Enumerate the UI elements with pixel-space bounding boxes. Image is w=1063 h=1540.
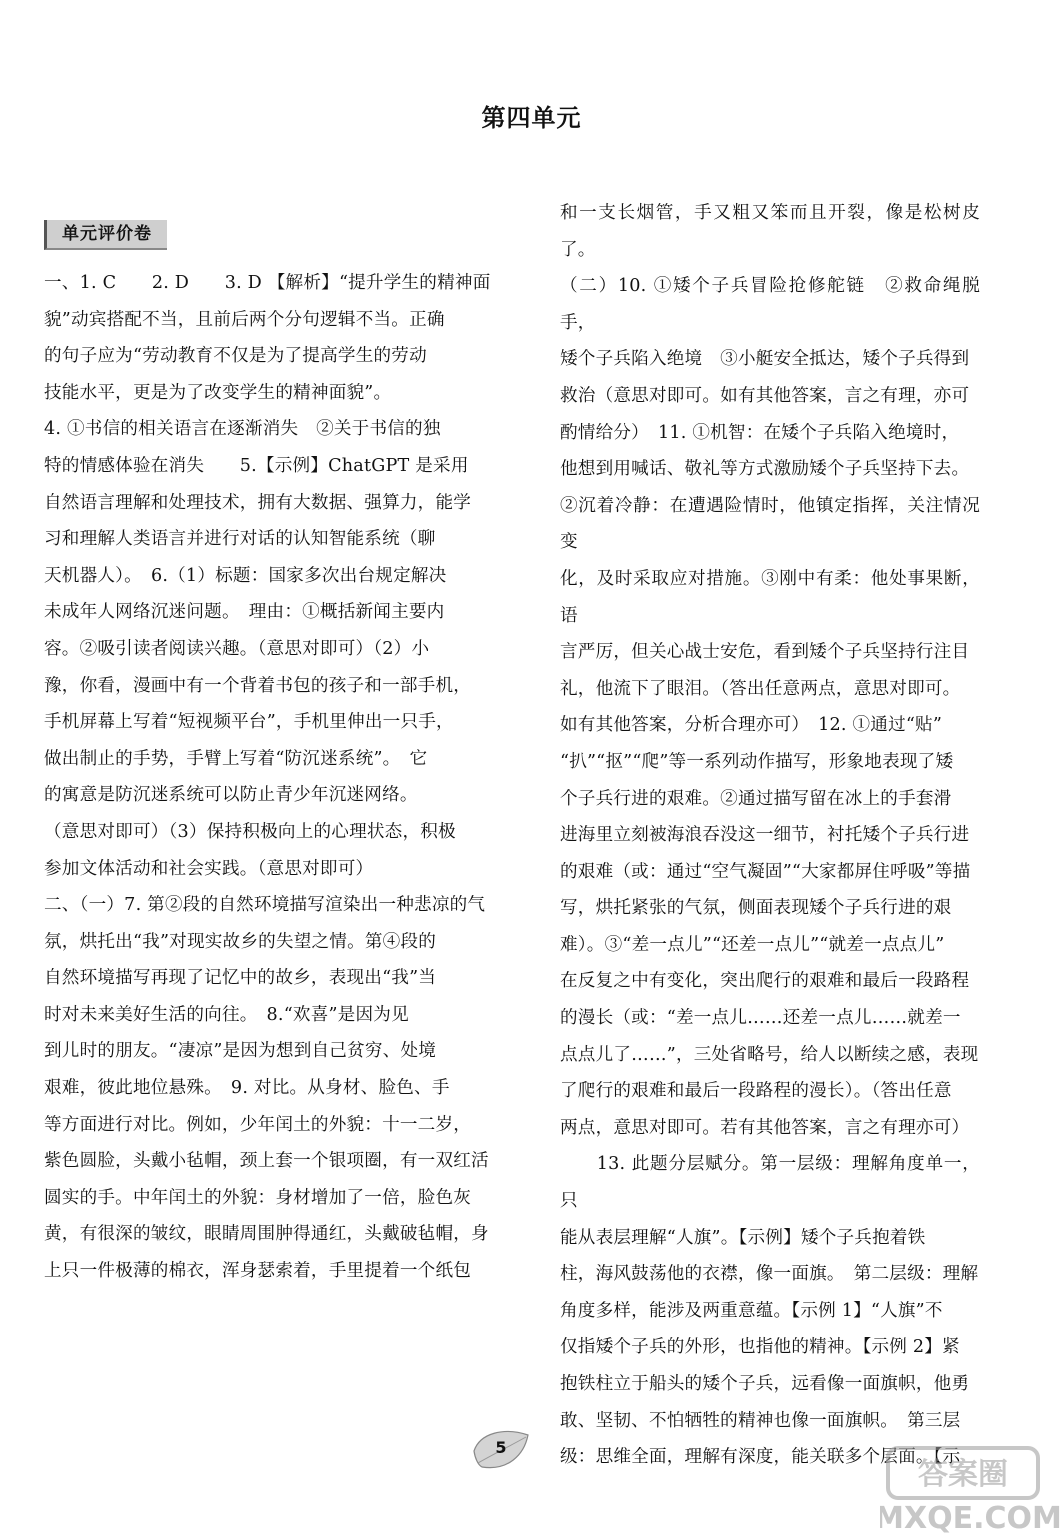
text-line: 等方面进行对比。例如，少年闰土的外貌：十一二岁， xyxy=(44,1114,472,1135)
text-line: 参加文体活动和社会实践。（意思对即可） xyxy=(44,858,374,879)
text-line: 紫色圆脸，头戴小毡帽，颈上套一个银项圈，有一双红活 xyxy=(44,1151,489,1172)
text-line: 敢、坚韧、不怕牺牲的精神也像一面旗帜。 第三层 xyxy=(560,1410,961,1431)
text-line: 自然语言理解和处理技术，拥有大数据、强算力，能学 xyxy=(44,492,472,513)
text-line: 在反复之中有变化，突出爬行的艰难和最后一段路程 xyxy=(560,971,970,992)
text-line: 的艰难（或：通过“空气凝固”“大家都屏住呼吸”等描 xyxy=(560,861,971,882)
text-line: 容。②吸引读者阅读兴趣。（意思对即可）（2）小 xyxy=(44,638,430,659)
text-line: （意思对即可）（3）保持积极向上的心理状态，积极 xyxy=(44,821,456,842)
text-line: 技能水平，更是为了改变学生的精神面貌”。 xyxy=(44,382,392,403)
text-line: 个子兵行进的艰难。②通过描写留在冰上的手套滑 xyxy=(560,788,952,809)
svg-text:MXQE.COM: MXQE.COM xyxy=(880,1501,1060,1536)
section-tag: 单元评价卷 xyxy=(44,220,167,250)
svg-text:答案圈: 答案圈 xyxy=(918,1457,1008,1492)
text-line: 角度多样，能涉及两重意蕴。【示例 1】“人旗”不 xyxy=(560,1300,943,1321)
text-line: 天机器人）。 6.（1）标题：国家多次出台规定解决 xyxy=(44,565,447,586)
text-line: 能从表层理解“人旗”。【示例】矮个子兵抱着铁 xyxy=(560,1227,926,1248)
right-column xyxy=(560,195,980,1476)
text-line: 进海里立刻被海浪吞没这一细节，衬托矮个子兵行进 xyxy=(560,825,970,846)
text-line: 写，烘托紧张的气氛，侧面表现矮个子兵行进的艰 xyxy=(560,898,952,919)
text-line: 氛，烘托出“我”对现实故乡的失望之情。第④段的 xyxy=(44,931,437,952)
text-line: 的句子应为“劳动教育不仅是为了提高学生的劳动 xyxy=(44,346,427,367)
text-line: 和一支长烟管，手又粗又笨而且开裂，像是松树皮了。 xyxy=(560,203,980,260)
text-line: 如有其他答案，分析合理亦可） 12. ①通过“贴” xyxy=(560,715,943,736)
watermark-logo xyxy=(880,1440,1060,1536)
text-line: 圆实的手。中年闰土的外貌：身材增加了一倍，脸色灰 xyxy=(44,1187,472,1208)
text-line: （二）10. ①矮个子兵冒险抢修舵链 ②救命绳脱手， xyxy=(560,276,980,333)
text-line: 自然环境描写再现了记忆中的故乡，表现出“我”当 xyxy=(44,968,437,989)
text-line: 矮个子兵陷入绝境 ③小艇安全抵达，矮个子兵得到 xyxy=(560,349,970,370)
text-line: 豫，你看，漫画中有一个背着书包的孩子和一部手机， xyxy=(44,675,472,696)
text-line: 13. 此题分层赋分。第一层级：理解角度单一，只 xyxy=(560,1154,980,1212)
text-line: 做出制止的手势，手臂上写着“防沉迷系统”。 它 xyxy=(44,748,428,769)
text-line: ②沉着冷静：在遭遇险情时，他镇定指挥，关注情况变 xyxy=(560,495,980,553)
text-line: 救治（意思对即可。如有其他答案，言之有理，亦可 xyxy=(560,385,970,406)
text-line: “扒”“抠”“爬”等一系列动作描写，形象地表现了矮 xyxy=(560,751,954,772)
page-title: 第四单元 xyxy=(481,104,582,132)
text-line: 艰难，彼此地位悬殊。 9. 对比。从身材、脸色、手 xyxy=(44,1078,450,1099)
text-line: 4. ①书信的相关语言在逐渐消失 ②关于书信的独 xyxy=(44,419,441,440)
text-line: 仅指矮个子兵的外形，也指他的精神。【示例 2】紧 xyxy=(560,1337,960,1358)
text-line: 的寓意是防沉迷系统可以防止青少年沉迷网络。 xyxy=(44,785,418,806)
text-line: 二、（一）7. 第②段的自然环境描写渲染出一种悲凉的气 xyxy=(44,895,486,916)
text-line: 礼，他流下了眼泪。（答出任意两点，意思对即可。 xyxy=(560,678,961,699)
text-line: 时对未来美好生活的向往。 8.“欢喜”是因为见 xyxy=(44,1004,409,1025)
page-number: 5 xyxy=(495,1438,507,1457)
text-line: 柱，海风鼓荡他的衣襟，像一面旗。 第二层级：理解 xyxy=(560,1264,979,1285)
text-line: 言严厉，但关心战士安危，看到矮个子兵坚持行注目 xyxy=(560,642,970,663)
text-line: 抱铁柱立于船头的矮个子兵，远看像一面旗帜，他勇 xyxy=(560,1374,970,1394)
text-line: 了爬行的艰难和最后一段路程的漫长）。（答出任意 xyxy=(560,1081,952,1102)
text-line: 酌情给分） 11. ①机智：在矮个子兵陷入绝境时， xyxy=(560,422,960,443)
text-line: 两点，意思对即可。若有其他答案，言之有理亦可） xyxy=(560,1117,970,1138)
text-line: 未成年人网络沉迷问题。 理由：①概括新闻主要内 xyxy=(44,602,445,623)
page-number-badge xyxy=(470,1425,532,1475)
text-line: 点点儿了……”，三处省略号，给人以断续之感，表现 xyxy=(560,1044,979,1065)
text-line: 到儿时的朋友。“凄凉”是因为想到自己贫穷、处境 xyxy=(44,1041,437,1062)
text-line: 他想到用喊话、敬礼等方式激励矮个子兵坚持下去。 xyxy=(560,459,970,480)
left-column xyxy=(44,265,499,1290)
text-line: 难）。③“差一点儿”“还差一点儿”“就差一点点儿” xyxy=(560,934,945,955)
text-line: 化，及时采取应对措施。③刚中有柔：他处事果断，语 xyxy=(560,568,980,626)
text-line: 的漫长（或：“差一点儿……还差一点儿……就差一 xyxy=(560,1008,961,1029)
text-line: 一、1. C 2. D 3. D 【解析】“提升学生的精神面 xyxy=(44,273,491,293)
text-line: 特的情感体验在消失 5.【示例】ChatGPT 是采用 xyxy=(44,455,469,476)
text-line: 貌”动宾搭配不当，且前后两个分句逻辑不当。正确 xyxy=(44,309,445,330)
text-line: 手机屏幕上写着“短视频平台”，手机里伸出一只手， xyxy=(44,712,454,733)
text-line: 上只一件极薄的棉衣，浑身瑟索着，手里提着一个纸包 xyxy=(44,1261,472,1282)
text-line: 级：思维全面，理解有深度，能关联多个层面。【示 xyxy=(560,1447,961,1468)
text-line: 黄，有很深的皱纹，眼睛周围肿得通红，头戴破毡帽，身 xyxy=(44,1224,489,1245)
text-line: 习和理解人类语言并进行对话的认知智能系统（聊 xyxy=(44,529,436,550)
